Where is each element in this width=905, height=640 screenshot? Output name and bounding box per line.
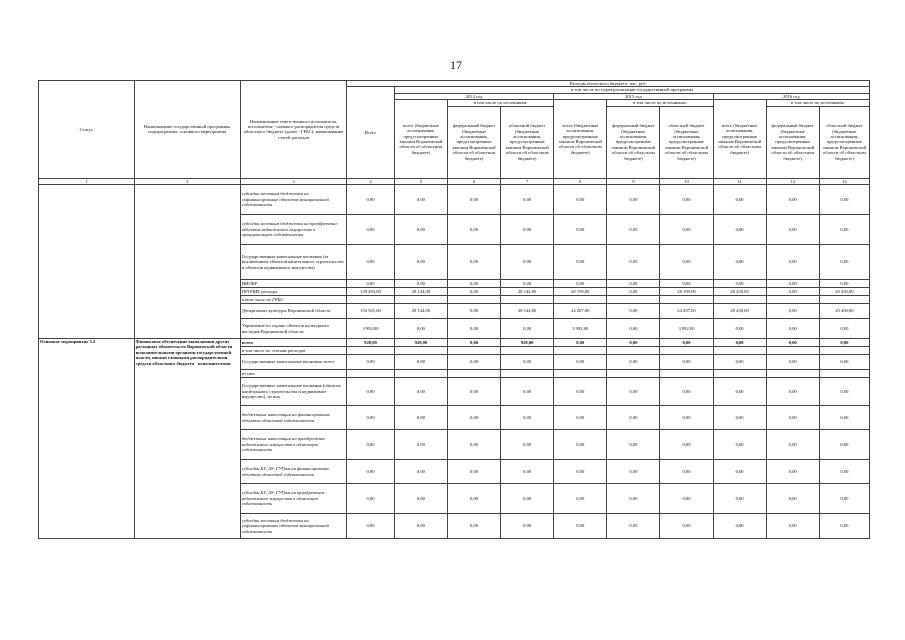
value-cell: 0,00 bbox=[501, 378, 554, 406]
header-responsible: Наименование ответственного исполнителя, исполнителя - главного распорядителя средств областного бюджета (далее - ГРБС), наименование статей расходов bbox=[240, 81, 346, 179]
value-cell: 0,00 bbox=[713, 378, 766, 406]
value-cell: 28 144,00 bbox=[501, 288, 554, 296]
value-cell: 0,00 bbox=[447, 355, 500, 370]
value-cell: 0,00 bbox=[607, 288, 660, 296]
header-regional-2014: областной бюджет (бюджетные ассигнования, предусмотренные законом Воронежской области об областном бюджете) bbox=[501, 106, 554, 178]
header-federal-2015: федеральный бюджет (бюджетные ассигнования, предусмотренные законом Воронежской области об областном бюджете) bbox=[607, 106, 660, 178]
value-cell: 0,00 bbox=[660, 378, 713, 406]
value-cell: 0,00 bbox=[447, 484, 500, 514]
value-cell: 28 144,00 bbox=[394, 304, 447, 319]
value-cell: 0,00 bbox=[394, 406, 447, 430]
value-cell: 0,00 bbox=[394, 280, 447, 288]
row-label: бюджетные инвестиции на приобретение недвижимого имущества в областную собственность bbox=[240, 430, 346, 460]
value-cell: 0,00 bbox=[713, 215, 766, 245]
value-cell: 0,00 bbox=[501, 430, 554, 460]
value-cell: 3 992,00 bbox=[347, 319, 395, 339]
value-cell: 0,00 bbox=[447, 406, 500, 430]
value-cell: 0,00 bbox=[713, 355, 766, 370]
value-cell bbox=[447, 347, 500, 355]
program-cell: Финансовое обеспечение выполнения других расходных обязательств Воронежской области исполнительными органами государственной власти, иными главными распорядителями средств областного бюджета - исполнителями bbox=[134, 339, 240, 539]
value-cell: 0,00 bbox=[554, 460, 607, 484]
value-cell: 0,00 bbox=[607, 430, 660, 460]
value-cell bbox=[607, 296, 660, 304]
value-cell: 0,00 bbox=[819, 280, 869, 288]
value-cell bbox=[394, 296, 447, 304]
value-cell: 0,00 bbox=[713, 185, 766, 215]
row-label: ПРОЧИЕ расходы bbox=[240, 288, 346, 296]
value-cell bbox=[447, 296, 500, 304]
row-label: бюджетные инвестиции на финансирование объектов областной собственности bbox=[240, 406, 346, 430]
value-cell bbox=[501, 347, 554, 355]
value-cell: 0,00 bbox=[766, 378, 819, 406]
value-cell: 0,00 bbox=[766, 185, 819, 215]
value-cell: 0,00 bbox=[447, 430, 500, 460]
column-number: 4 bbox=[347, 178, 395, 184]
value-cell: 928,00 bbox=[394, 339, 447, 347]
value-cell bbox=[501, 370, 554, 378]
value-cell: 0,00 bbox=[347, 355, 395, 370]
value-cell: 0,00 bbox=[447, 280, 500, 288]
value-cell: 0,00 bbox=[660, 484, 713, 514]
value-cell: 0,00 bbox=[819, 406, 869, 430]
value-cell: 0,00 bbox=[447, 304, 500, 319]
value-cell: 0,00 bbox=[660, 280, 713, 288]
value-cell: 0,00 bbox=[660, 460, 713, 484]
value-cell: 0,00 bbox=[713, 245, 766, 280]
row-label: субсидии местным бюджетам на софинансирование объектов муниципальной собственности bbox=[240, 185, 346, 215]
value-cell: 0,00 bbox=[660, 245, 713, 280]
value-cell: 0,00 bbox=[766, 460, 819, 484]
value-cell: 0,00 bbox=[394, 430, 447, 460]
value-cell: 928,00 bbox=[501, 339, 554, 347]
value-cell: 0,00 bbox=[447, 319, 500, 339]
column-number: 6 bbox=[447, 178, 500, 184]
value-cell: 0,00 bbox=[607, 339, 660, 347]
value-cell: 0,00 bbox=[554, 406, 607, 430]
column-number: 5 bbox=[394, 178, 447, 184]
value-cell: 20 430,00 bbox=[713, 304, 766, 319]
value-cell: 0,00 bbox=[347, 460, 395, 484]
value-cell: 28 144,00 bbox=[394, 288, 447, 296]
header-year-2016: 2016 год bbox=[713, 93, 869, 99]
value-cell: 0,00 bbox=[347, 378, 395, 406]
value-cell: 0,00 bbox=[347, 406, 395, 430]
value-cell: 0,00 bbox=[447, 288, 500, 296]
value-cell bbox=[501, 296, 554, 304]
status-cell bbox=[39, 185, 135, 339]
value-cell: 0,00 bbox=[766, 319, 819, 339]
header-federal-2014: федеральный бюджет (бюджетные ассигнования, предусмотренные законом Воронежской области об областном бюджете) bbox=[447, 106, 500, 178]
header-incl-2014: в том числе по источникам: bbox=[447, 100, 553, 106]
header-total: Всего bbox=[347, 87, 395, 178]
column-number: 2 bbox=[134, 178, 240, 184]
column-number: 10 bbox=[660, 178, 713, 184]
header-all-2015: всего (бюджетные ассигнования, предусмотренные законом Воронежской области об областном бюджете) bbox=[554, 100, 607, 178]
value-cell: 0,00 bbox=[607, 484, 660, 514]
value-cell bbox=[394, 370, 447, 378]
value-cell: 0,00 bbox=[501, 406, 554, 430]
header-expenses: Расходы областного бюджета, тыс. руб. bbox=[347, 81, 870, 87]
value-cell: 0,00 bbox=[607, 185, 660, 215]
header-status: Статус bbox=[39, 81, 135, 179]
value-cell: 0,00 bbox=[766, 514, 819, 539]
value-cell: 0,00 bbox=[501, 185, 554, 215]
value-cell: 0,00 bbox=[501, 245, 554, 280]
value-cell: 0,00 bbox=[713, 460, 766, 484]
value-cell: 0,00 bbox=[660, 355, 713, 370]
column-number: 12 bbox=[766, 178, 819, 184]
value-cell: 0,00 bbox=[766, 215, 819, 245]
value-cell: 3 992,00 bbox=[554, 319, 607, 339]
value-cell bbox=[660, 296, 713, 304]
value-cell bbox=[607, 347, 660, 355]
value-cell: 0,00 bbox=[554, 484, 607, 514]
value-cell: 3 992,00 bbox=[660, 319, 713, 339]
value-cell: 0,00 bbox=[501, 280, 554, 288]
value-cell: 0,00 bbox=[819, 319, 869, 339]
value-cell: 0,00 bbox=[394, 215, 447, 245]
value-cell: 0,00 bbox=[713, 484, 766, 514]
value-cell bbox=[713, 296, 766, 304]
header-incl-2016: в том числе по источникам: bbox=[766, 100, 869, 106]
value-cell: 0,00 bbox=[501, 484, 554, 514]
value-cell bbox=[347, 370, 395, 378]
value-cell: 0,00 bbox=[766, 245, 819, 280]
row-label: в том числе по ГРБС: bbox=[240, 296, 346, 304]
column-number: 11 bbox=[713, 178, 766, 184]
value-cell: 0,00 bbox=[607, 355, 660, 370]
value-cell bbox=[447, 370, 500, 378]
value-cell bbox=[819, 370, 869, 378]
table-row bbox=[39, 185, 870, 215]
row-label: Управление по охране объектов культурного наследия Воронежской области bbox=[240, 319, 346, 339]
value-cell: 0,00 bbox=[713, 339, 766, 347]
value-cell bbox=[819, 347, 869, 355]
value-cell: 0,00 bbox=[394, 514, 447, 539]
value-cell: 0,00 bbox=[554, 514, 607, 539]
value-cell: 0,00 bbox=[347, 215, 395, 245]
value-cell bbox=[394, 347, 447, 355]
value-cell bbox=[347, 347, 395, 355]
header-federal-2016: федеральный бюджет (бюджетные ассигнования, предусмотренные законом Воронежской области об областном бюджете) bbox=[766, 106, 819, 178]
value-cell: 158 493,00 bbox=[347, 288, 395, 296]
value-cell: 0,00 bbox=[607, 460, 660, 484]
row-label: Государственные капитальные вложения (за исключением объектов капитального строительства и объектов недвижимого имущества) bbox=[240, 245, 346, 280]
header-regional-2015: областной бюджет (бюджетные ассигнования, предусмотренные законом Воронежской области об областном бюджете) bbox=[660, 106, 713, 178]
value-cell: 0,00 bbox=[607, 378, 660, 406]
value-cell: 0,00 bbox=[447, 245, 500, 280]
value-cell: 0,00 bbox=[554, 339, 607, 347]
value-cell: 0,00 bbox=[607, 304, 660, 319]
value-cell: 0,00 bbox=[554, 355, 607, 370]
value-cell: 0,00 bbox=[554, 215, 607, 245]
value-cell: 0,00 bbox=[819, 378, 869, 406]
value-cell: 0,00 bbox=[501, 319, 554, 339]
value-cell bbox=[766, 370, 819, 378]
value-cell: 0,00 bbox=[347, 484, 395, 514]
value-cell: 0,00 bbox=[607, 280, 660, 288]
budget-table bbox=[38, 80, 870, 539]
value-cell: 0,00 bbox=[766, 304, 819, 319]
value-cell: 0,00 bbox=[713, 319, 766, 339]
value-cell bbox=[766, 296, 819, 304]
value-cell: 0,00 bbox=[554, 245, 607, 280]
value-cell: 0,00 bbox=[819, 215, 869, 245]
value-cell: 0,00 bbox=[394, 319, 447, 339]
row-label: всего bbox=[240, 339, 346, 347]
header-regional-2016: областной бюджет (бюджетные ассигнования, предусмотренные законом Воронежской области об областном бюджете) bbox=[819, 106, 869, 178]
value-cell: 0,00 bbox=[394, 378, 447, 406]
header-incl-2015: в том числе по источникам: bbox=[607, 100, 713, 106]
value-cell: 20 430,00 bbox=[819, 304, 869, 319]
row-label: субсидии местным бюджетам на софинансирование объектов муниципальной собственности bbox=[240, 514, 346, 539]
value-cell: 0,00 bbox=[347, 185, 395, 215]
value-cell: 0,00 bbox=[766, 355, 819, 370]
value-cell: 0,00 bbox=[713, 406, 766, 430]
value-cell: 0,00 bbox=[607, 319, 660, 339]
value-cell: 0,00 bbox=[501, 514, 554, 539]
value-cell: 0,00 bbox=[819, 484, 869, 514]
value-cell: 0,00 bbox=[501, 355, 554, 370]
row-label: в том числе по статьям расходов bbox=[240, 347, 346, 355]
value-cell bbox=[554, 296, 607, 304]
header-all-2014: всего (бюджетные ассигнования, предусмотренные законом Воронежской области об областном бюджете) bbox=[394, 100, 447, 178]
value-cell: 24 207,00 bbox=[554, 304, 607, 319]
value-cell bbox=[819, 296, 869, 304]
value-cell: 0,00 bbox=[607, 215, 660, 245]
status-cell: Основное мероприятие 3.2 bbox=[39, 339, 135, 539]
value-cell: 0,00 bbox=[766, 430, 819, 460]
value-cell: 0,00 bbox=[394, 460, 447, 484]
value-cell: 0,00 bbox=[607, 406, 660, 430]
value-cell: 0,00 bbox=[554, 430, 607, 460]
value-cell bbox=[660, 370, 713, 378]
value-cell: 0,00 bbox=[766, 339, 819, 347]
value-cell: 0,00 bbox=[660, 430, 713, 460]
value-cell: 928,00 bbox=[347, 339, 395, 347]
value-cell: 0,00 bbox=[766, 280, 819, 288]
value-cell: 0,00 bbox=[766, 288, 819, 296]
value-cell: 0,00 bbox=[660, 215, 713, 245]
value-cell: 0,00 bbox=[394, 484, 447, 514]
value-cell: 0,00 bbox=[607, 514, 660, 539]
value-cell: 0,00 bbox=[347, 514, 395, 539]
value-cell bbox=[766, 347, 819, 355]
value-cell: 0,00 bbox=[447, 185, 500, 215]
value-cell: 0,00 bbox=[819, 460, 869, 484]
column-number: 13 bbox=[819, 178, 869, 184]
value-cell: 0,00 bbox=[347, 280, 395, 288]
row-label: из них: bbox=[240, 370, 346, 378]
value-cell: 0,00 bbox=[501, 215, 554, 245]
value-cell: 0,00 bbox=[447, 460, 500, 484]
value-cell: 20 430,00 bbox=[819, 288, 869, 296]
value-cell bbox=[713, 370, 766, 378]
page-number: 17 bbox=[450, 58, 462, 72]
header-program: Наименование государственной программы, подпрограммы, основного мероприятия bbox=[134, 81, 240, 179]
value-cell: 0,00 bbox=[819, 355, 869, 370]
value-cell: 24 207,00 bbox=[660, 304, 713, 319]
row-label: субсидии БУ, АУ, ГУПам на финансирование объектов областной собственности bbox=[240, 460, 346, 484]
row-label: НИОКР bbox=[240, 280, 346, 288]
value-cell: 0,00 bbox=[347, 245, 395, 280]
value-cell: 0,00 bbox=[607, 245, 660, 280]
value-cell: 0,00 bbox=[819, 245, 869, 280]
value-cell: 28 144,00 bbox=[501, 304, 554, 319]
value-cell bbox=[713, 347, 766, 355]
value-cell: 0,00 bbox=[447, 514, 500, 539]
value-cell: 0,00 bbox=[447, 215, 500, 245]
value-cell: 0,00 bbox=[394, 245, 447, 280]
value-cell: 0,00 bbox=[713, 280, 766, 288]
value-cell bbox=[660, 347, 713, 355]
value-cell: 0,00 bbox=[660, 514, 713, 539]
value-cell: 0,00 bbox=[766, 406, 819, 430]
value-cell: 0,00 bbox=[819, 514, 869, 539]
value-cell: 0,00 bbox=[554, 280, 607, 288]
column-number: 1 bbox=[39, 178, 135, 184]
row-label: субсидии местным бюджетам на приобретение объектов недвижимого имущества в муниципальную собственность bbox=[240, 215, 346, 245]
value-cell: 20 430,00 bbox=[713, 288, 766, 296]
column-number: 3 bbox=[240, 178, 346, 184]
value-cell: 0,00 bbox=[394, 355, 447, 370]
column-number: 7 bbox=[501, 178, 554, 184]
program-cell bbox=[134, 185, 240, 339]
value-cell: 0,00 bbox=[660, 339, 713, 347]
value-cell: 0,00 bbox=[660, 185, 713, 215]
row-label: субсидии БУ, АУ, ГУПам на приобретение недвижимого имущества в областную собственность bbox=[240, 484, 346, 514]
value-cell: 154 501,00 bbox=[347, 304, 395, 319]
value-cell: 0,00 bbox=[713, 430, 766, 460]
column-number: 9 bbox=[607, 178, 660, 184]
value-cell: 0,00 bbox=[766, 484, 819, 514]
row-label: Государственные капитальные вложения (объекты капитального строительства и недвижимое имущество), из них bbox=[240, 378, 346, 406]
header-all-2016: всего (бюджетные ассигнования, предусмотренные законом Воронежской области об областном бюджете) bbox=[713, 100, 766, 178]
value-cell: 0,00 bbox=[447, 339, 500, 347]
row-label: Департамент культуры Воронежской области bbox=[240, 304, 346, 319]
header-year-2015: 2015 год bbox=[554, 93, 713, 99]
value-cell: 28 199,00 bbox=[660, 288, 713, 296]
column-number: 8 bbox=[554, 178, 607, 184]
value-cell bbox=[607, 370, 660, 378]
value-cell: 0,00 bbox=[819, 185, 869, 215]
value-cell: 0,00 bbox=[347, 430, 395, 460]
value-cell: 28 199,00 bbox=[554, 288, 607, 296]
value-cell bbox=[347, 296, 395, 304]
value-cell: 0,00 bbox=[819, 339, 869, 347]
value-cell: 0,00 bbox=[554, 378, 607, 406]
header-by-years: в том числе по годам реализации государственной программы bbox=[394, 87, 869, 93]
value-cell bbox=[554, 370, 607, 378]
value-cell bbox=[554, 347, 607, 355]
value-cell: 0,00 bbox=[554, 185, 607, 215]
table-row bbox=[39, 339, 870, 347]
header-year-2014: 2014 год bbox=[394, 93, 553, 99]
value-cell: 0,00 bbox=[660, 406, 713, 430]
value-cell: 0,00 bbox=[394, 185, 447, 215]
value-cell: 0,00 bbox=[713, 514, 766, 539]
value-cell: 0,00 bbox=[501, 460, 554, 484]
row-label: Государственные капитальные вложения, всего bbox=[240, 355, 346, 370]
value-cell: 0,00 bbox=[819, 430, 869, 460]
value-cell: 0,00 bbox=[447, 378, 500, 406]
